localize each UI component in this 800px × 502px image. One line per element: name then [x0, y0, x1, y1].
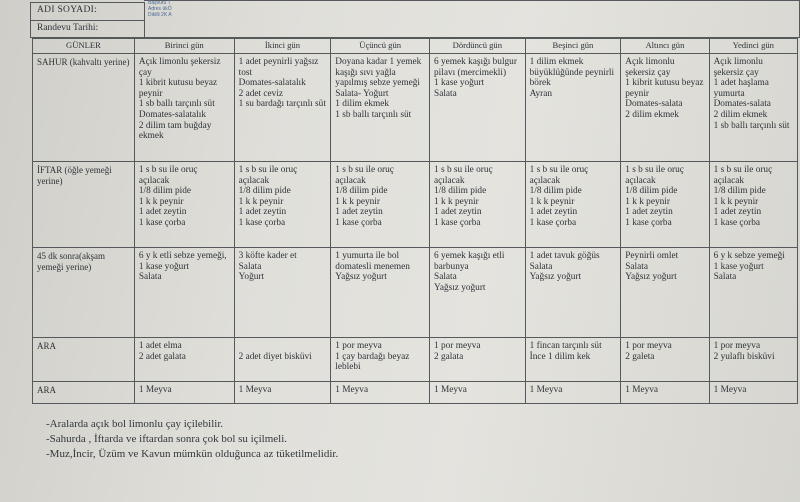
table-cell: 1 Meyva — [331, 382, 430, 404]
table-cell: 3 köfte kader et Salata Yoğurt — [234, 248, 331, 338]
table-cell: 1 por meyva 2 galata — [430, 338, 526, 382]
row-label-snack: ARA — [33, 382, 135, 404]
table-cell: 1 por meyva 2 yulaflı bisküvi — [709, 338, 797, 382]
notes — [46, 417, 338, 462]
table-cell: Açık limonlu şekersiz çay 1 kibrit kutusu beyaz peynir Domates-salata 2 dilim ekmek — [621, 54, 709, 162]
table-header-row — [33, 39, 798, 54]
column-header-day-3: Üçüncü gün — [331, 39, 430, 54]
table-cell: 1 s b su ile oruç açılacak 1/8 dilim pide 1 k k peynir 1 adet zeytin 1 kase çorba — [621, 162, 709, 248]
table-row-iftar — [33, 162, 798, 248]
table-row-snack-2 — [33, 382, 798, 404]
name-label: ADI SOYADI: — [30, 2, 145, 21]
row-label-evening: 45 dk sonra(akşam yemeği yerine) — [33, 248, 135, 338]
note-line: -Muz,İncir, Üzüm ve Kavun mümkün olduğunca az tüketilmelidir. — [46, 448, 339, 460]
table-cell: 1 dilim ekmek büyüklüğünde peynirli börek Ayran — [525, 54, 621, 162]
table-cell: 6 yemek kaşığı etli barbunya Salata Yağsız yoğurt — [430, 248, 526, 338]
table-cell: 1 s b su ile oruç açılacak 1/8 dilim pide 1 k k peynir 1 adet zeytin 1 kase çorba — [234, 162, 331, 248]
column-header-day-5: Beşinci gün — [525, 39, 621, 54]
table-cell: 1 adet elma 2 adet galata — [134, 338, 234, 382]
column-header-day-6: Altıncı gün — [621, 39, 709, 54]
column-header-days: GÜNLER — [33, 39, 135, 54]
table-cell: 1 Meyva — [709, 382, 797, 404]
table-cell: 6 yemek kaşığı bulgur pilavı (mercimekli) 1 kase yoğurt Salata — [430, 54, 526, 162]
note-line: -Aralarda açık bol limonlu çay içilebilir. — [46, 418, 224, 430]
table-cell: 1 Meyva — [621, 382, 709, 404]
table-cell: 1 por meyva 1 çay bardağı beyaz leblebi — [331, 338, 430, 382]
table-cell: 1 Meyva — [525, 382, 621, 404]
table-cell: 1 por meyva 2 galeta — [621, 338, 709, 382]
table-cell: 1 Meyva — [234, 382, 331, 404]
table-cell: 1 adet peynirli yağsız tost Domates-salatalık 2 adet ceviz 1 su bardağı tarçınlı süt — [234, 54, 331, 162]
table-cell: Açık limonlu şekersiz çay 1 adet haşlama yumurta Domates-salata 2 dilim ekmek 1 sb ballı tarçınlı süt — [709, 54, 797, 162]
table-cell: Peynirli omlet Salata Yağsız yoğurt — [621, 248, 709, 338]
appointment-date-label: Randevu Tarihi: — [30, 20, 145, 38]
table-cell: 1 adet tavuk göğüs Salata Yağsız yoğurt — [525, 248, 621, 338]
patient-header — [30, 0, 800, 40]
table-cell: 1 s b su ile oruç açılacak 1/8 dilim pide 1 k k peynir 1 adet zeytin 1 kase çorba — [134, 162, 234, 248]
column-header-day-1: Birinci gün — [134, 39, 234, 54]
column-header-day-7: Yedinci gün — [709, 39, 797, 54]
note-line: -Sahurda , İftarda ve iftardan sonra çok bol su içilmeli. — [46, 433, 288, 445]
patient-info-field — [144, 0, 800, 38]
table-cell: Doyana kadar 1 yemek kaşığı sıvı yağla yapılmış sebze yemeği Salata- Yoğurt 1 dilim ekmek 1 sb ballı tarçınlı süt — [331, 54, 430, 162]
table-cell: 6 y k sebze yemeği 1 kase yoğurt Salata — [709, 248, 797, 338]
table-cell: 1 s b su ile oruç açılacak 1/8 dilim pide 1 k k peynir 1 adet zeytin 1 kase çorba — [331, 162, 430, 248]
table-cell: Açık limonlu şekersiz çay 1 kibrit kutusu beyaz peynir 1 sb ballı tarçınlı süt Domates-salatalık 2 dilim tam buğday ekmek — [134, 54, 234, 162]
table-cell: 1 Meyva — [430, 382, 526, 404]
column-header-day-2: İkinci gün — [234, 39, 331, 54]
table-cell: 1 yumurta ile bol domatesli menemen Yağsız yoğurt — [331, 248, 430, 338]
row-label-snack: ARA — [33, 338, 135, 382]
row-label-sahur: SAHUR (kahvaltı yerine) — [33, 54, 135, 162]
table-cell: 1 s b su ile oruç açılacak 1/8 dilim pide 1 k k peynir 1 adet zeytin 1 kase çorba — [525, 162, 621, 248]
weekly-meal-table — [32, 38, 798, 404]
table-row-snack-1 — [33, 338, 798, 382]
table-cell: 1 s b su ile oruç açılacak 1/8 dilim pide 1 k k peynir 1 adet zeytin 1 kase çorba — [430, 162, 526, 248]
stamp: Başvuru T Adres ūkÖ Dikilli 2K A — [148, 0, 172, 18]
row-label-iftar: İFTAR (öğle yemeği yerine) — [33, 162, 135, 248]
table-cell: 2 adet diyet bisküvi — [234, 338, 331, 382]
table-cell: 1 s b su ile oruç açılacak 1/8 dilim pide 1 k k peynir 1 adet zeytin 1 kase çorba — [709, 162, 797, 248]
table-row-evening — [33, 248, 798, 338]
table-row-sahur — [33, 54, 798, 162]
table-cell: 6 y k etli sebze yemeği, 1 kase yoğurt Salata — [134, 248, 234, 338]
table-cell: 1 fincan tarçınlı süt İnce 1 dilim kek — [525, 338, 621, 382]
column-header-day-4: Dördüncü gün — [430, 39, 526, 54]
table-cell: 1 Meyva — [134, 382, 234, 404]
